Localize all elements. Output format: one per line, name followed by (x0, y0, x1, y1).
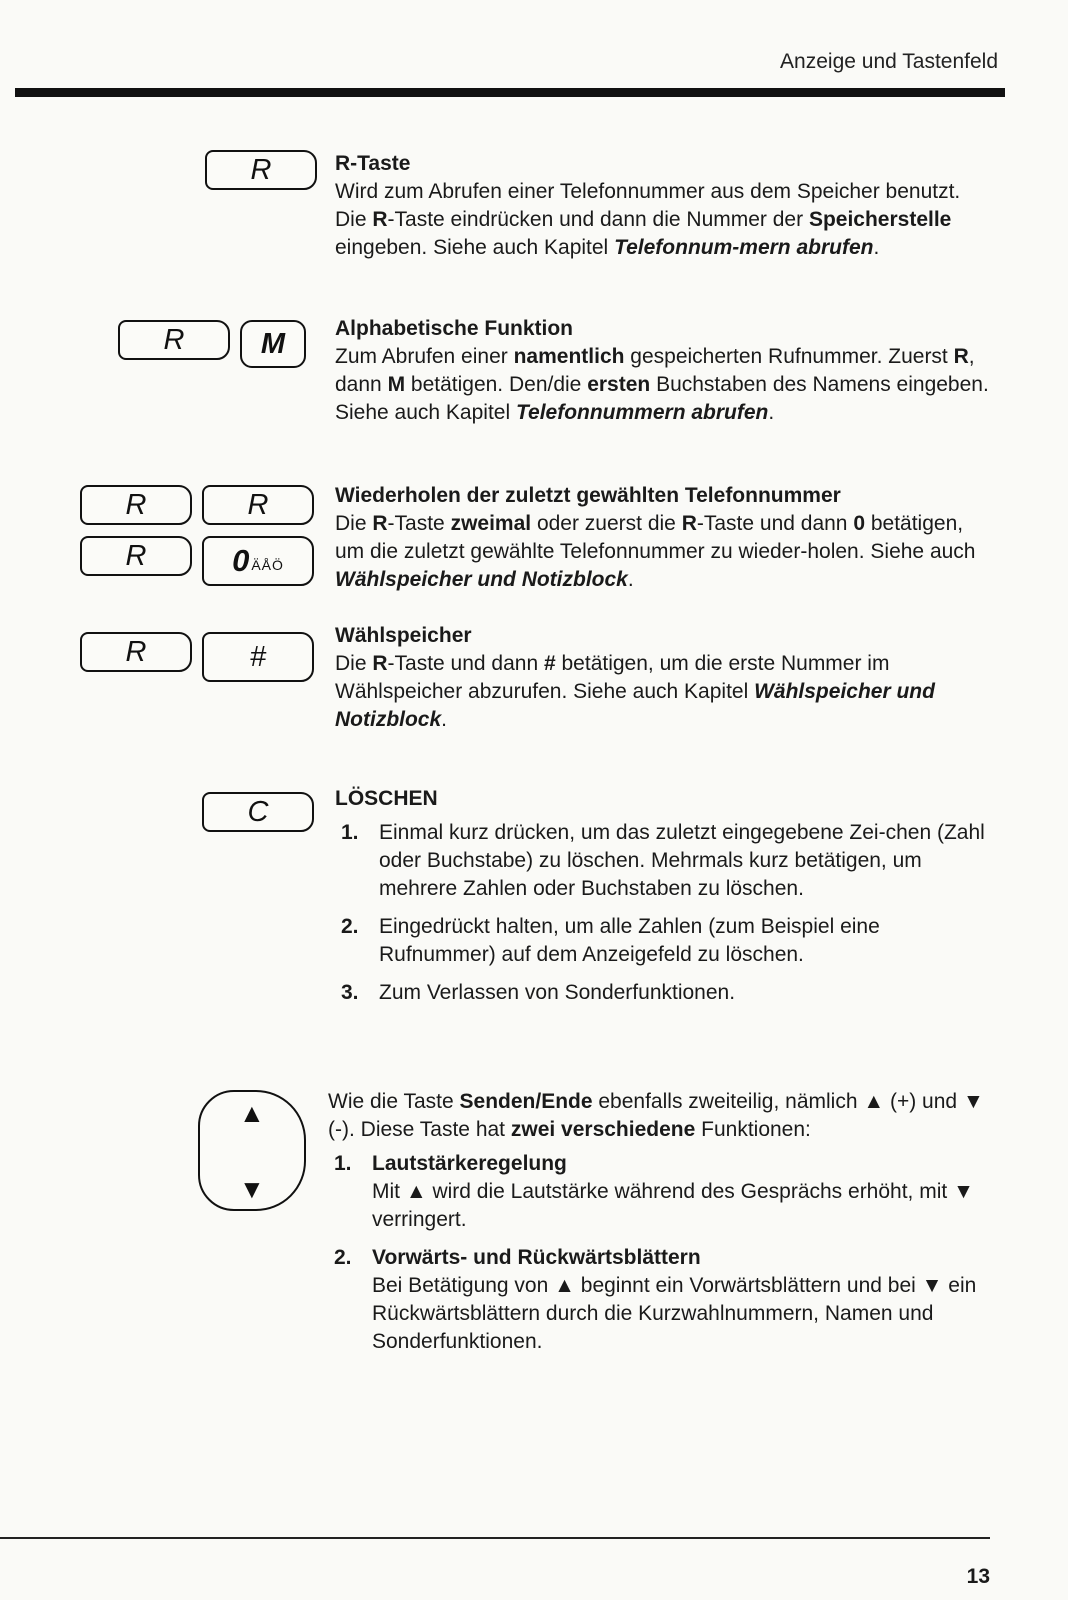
key-r-icon: R (80, 632, 192, 672)
section-body: Zum Abrufen einer namentlich gespeicherten Rufnummer. Zuerst R, dann M betätigen. Den/die ersten Buchstaben des Namens eingeben. Siehe auch Kapitel Telefonnummern abrufen. (335, 345, 989, 424)
key-zero-icon: 0 ÄÅÖ (202, 536, 314, 586)
key-r-icon: R (205, 150, 317, 190)
key-c-icon: C (202, 792, 314, 832)
list-item: 1. Lautstärkeregelung Mit ▲ wird die Lautstärke während des Gesprächs erhöht, mit ▼ verringert. (334, 1152, 974, 1231)
list-item: 2. Eingedrückt halten, um alle Zahlen (zum Beispiel eine Rufnummer) auf dem Anzeigefeld zu löschen. (341, 915, 880, 966)
page-number: 13 (966, 1565, 990, 1588)
footer-rule (0, 1537, 990, 1539)
volume-rocker-icon (198, 1090, 306, 1211)
section-body: Die R-Taste zweimal oder zuerst die R-Taste und dann 0 betätigen, um die zuletzt gewählte Telefonnummer zu wieder-holen. Siehe auch Wählspeicher und Notizblock. (335, 512, 976, 591)
section-r-taste (335, 150, 995, 262)
list-item: 1. Einmal kurz drücken, um das zuletzt eingegebene Zei-chen (Zahl oder Buchstabe) zu löschen. Mehrmals kurz betätigen, um mehrere Zahlen oder Buchstaben zu löschen. (341, 821, 985, 900)
section-title: Alphabetische Funktion (335, 317, 574, 340)
key-r-icon: R (80, 485, 192, 525)
section-body: Wie die Taste Senden/Ende ebenfalls zweiteilig, nämlich ▲ (+) und ▼ (-). Diese Taste hat zwei verschiedene Funktionen: (328, 1090, 984, 1141)
section-clear (335, 785, 995, 1017)
key-r-icon: R (118, 320, 230, 360)
key-hash-icon: # (202, 632, 314, 682)
clear-list (335, 819, 995, 1007)
section-title: Wählspeicher (335, 624, 472, 647)
section-alphabetic (335, 315, 995, 427)
section-rocker-key (328, 1088, 988, 1366)
section-dial-memory (335, 622, 995, 734)
list-item: 3. Zum Verlassen von Sonderfunktionen. (341, 981, 736, 1004)
arrow-down-icon: ▼ (239, 1174, 265, 1204)
key-r-icon: R (202, 485, 314, 525)
section-redial (335, 482, 995, 594)
section-body: Wird zum Abrufen einer Telefonnummer aus dem Speicher benutzt. Die R-Taste eindrücken und dann die Nummer der Speicherstelle eingeben. Siehe auch Kapitel Telefonnum-mern abrufen. (335, 180, 961, 259)
section-title: R-Taste (335, 152, 411, 175)
key-m-icon: M (240, 320, 306, 368)
list-item: 2. Vorwärts- und Rückwärtsblättern Bei Betätigung von ▲ beginnt ein Vorwärtsblättern und bei ▼ ein Rückwärtsblättern durch die Kurzwahlnummern, Namen und Sonderfunktionen. (334, 1246, 977, 1353)
key-r-icon: R (80, 536, 192, 576)
section-body: Die R-Taste und dann # betätigen, um die erste Nummer im Wählspeicher abzurufen. Siehe auch Kapitel Wählspeicher und Notizblock. (335, 652, 935, 731)
rocker-list (328, 1150, 988, 1356)
running-header: Anzeige und Tastenfeld (780, 50, 998, 73)
section-title: LÖSCHEN (335, 787, 438, 810)
section-title: Wiederholen der zuletzt gewählten Telefonnummer (335, 484, 841, 507)
header-rule (15, 88, 1005, 97)
arrow-up-icon: ▲ (239, 1098, 265, 1128)
